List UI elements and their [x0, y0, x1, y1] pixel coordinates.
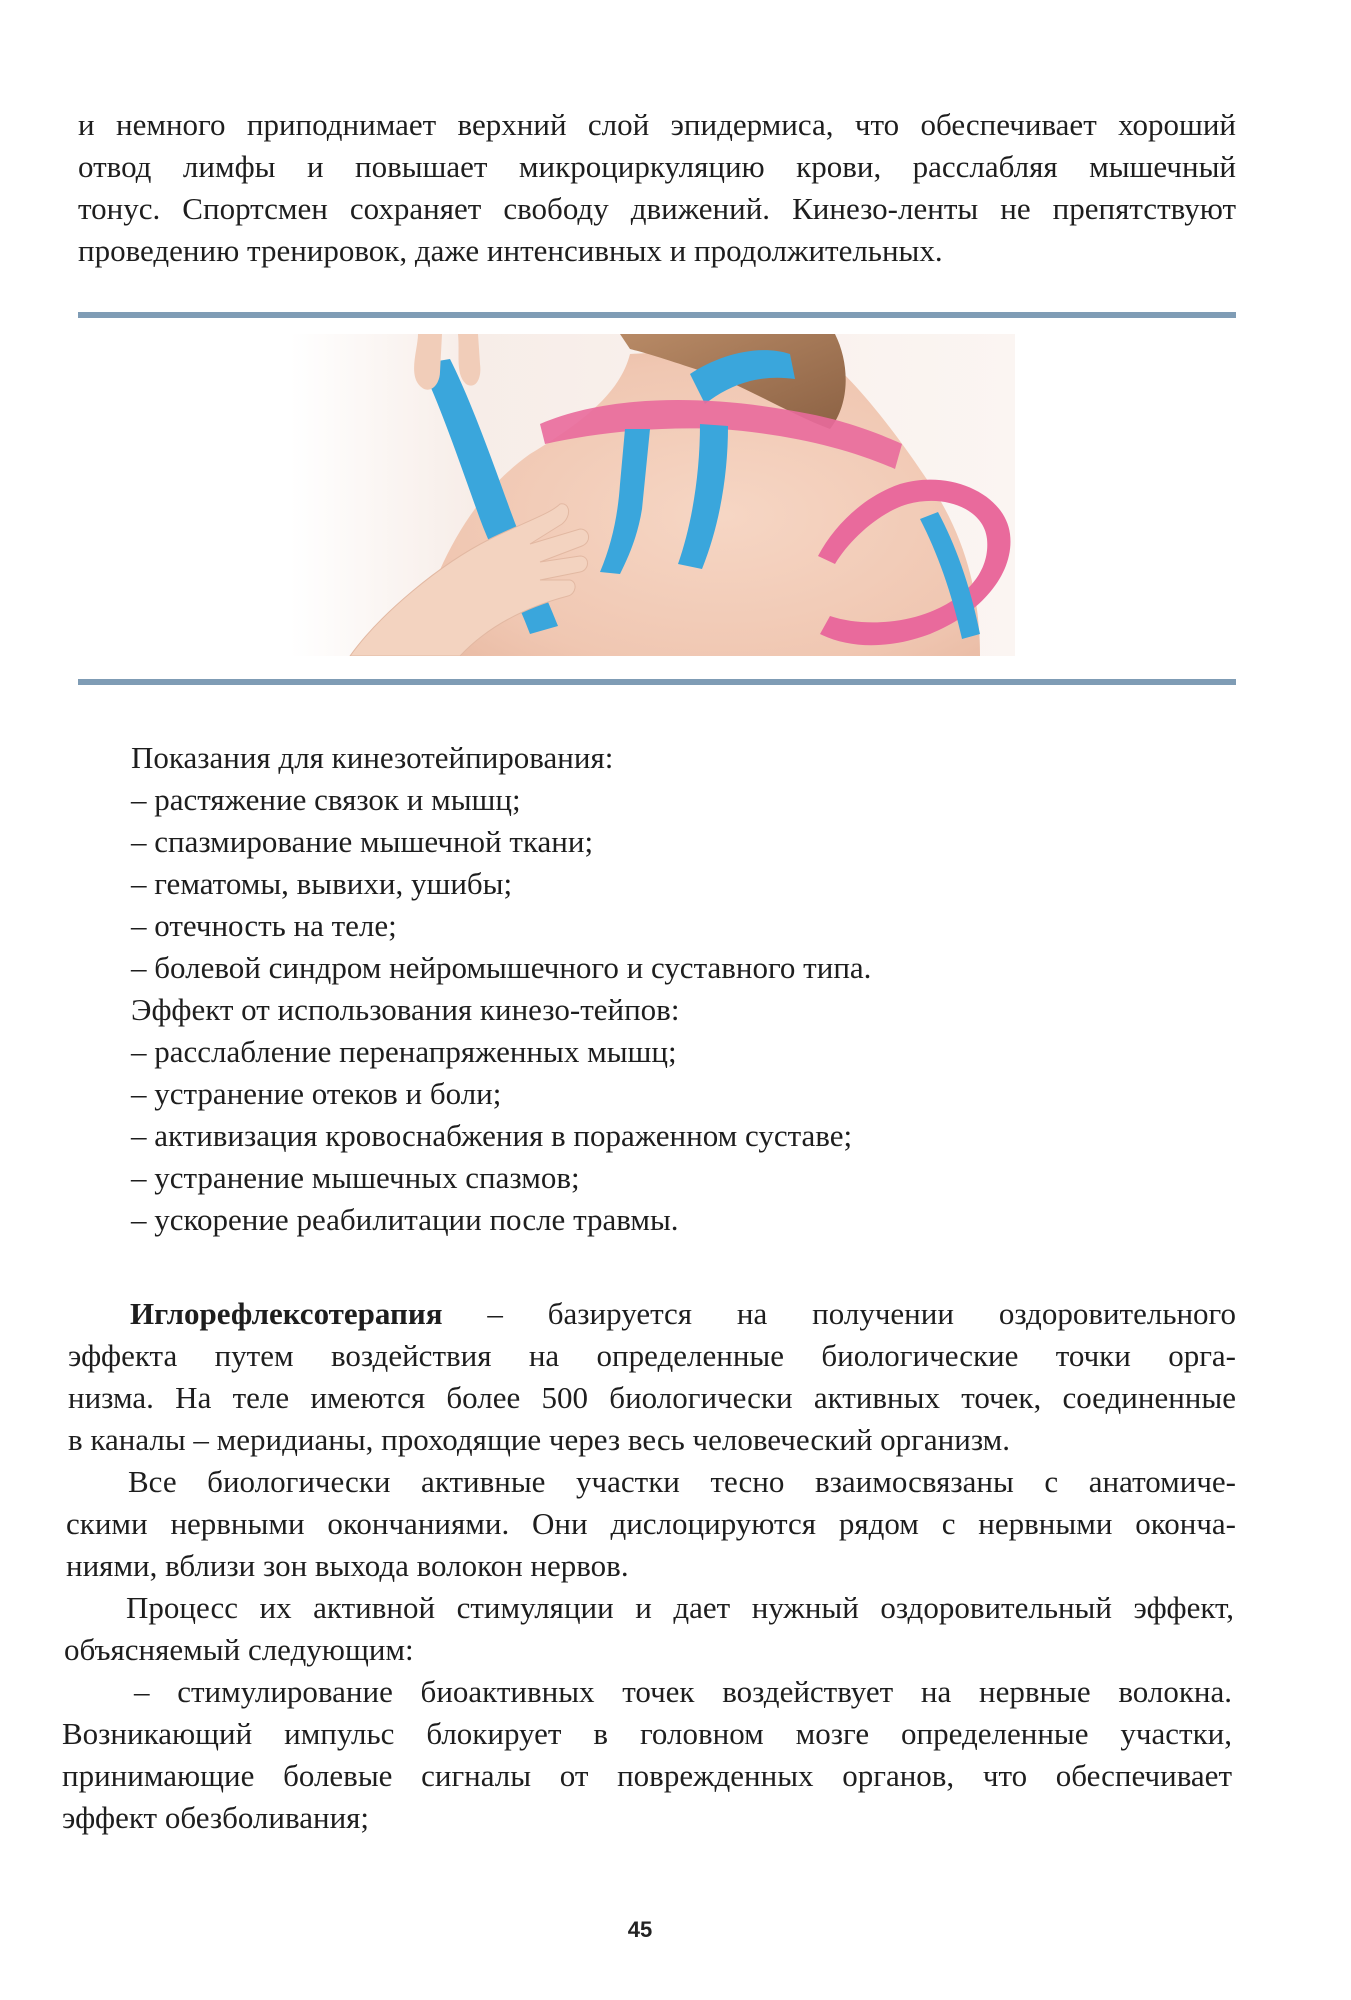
- kinesio-tape-photo: [290, 334, 1015, 656]
- acupuncture-paragraph-4: [62, 1671, 1232, 1839]
- text-line: проведению тренировок, даже интенсивных и продолжительных.: [78, 233, 943, 268]
- list-item: – спазмирование мышечной ткани;: [131, 824, 594, 859]
- indications-heading: Показания для кинезотейпирования:: [131, 740, 614, 775]
- list-item: – устранение отеков и боли;: [131, 1076, 502, 1111]
- list-item: – расслабление перенапряженных мышц;: [131, 1034, 677, 1069]
- text-line: в каналы – меридианы, проходящие через весь человеческий организм.: [68, 1422, 1010, 1457]
- text-line: объясняемый следующим:: [64, 1632, 414, 1667]
- text-line: скими нервными окончаниями. Они дислоцируются рядом с нервными оконча-: [66, 1506, 1236, 1541]
- list-item: – активизация кровоснабжения в пораженном суставе;: [131, 1118, 853, 1153]
- list-item: – гематомы, вывихи, ушибы;: [131, 866, 513, 901]
- acupuncture-paragraph-2: [66, 1461, 1236, 1587]
- acupuncture-paragraph-1: [68, 1293, 1236, 1461]
- acupuncture-paragraph-3: [64, 1587, 1234, 1671]
- acupuncture-term: Иглорефлексотерапия: [130, 1296, 443, 1331]
- text-line: – стимулирование биоактивных точек воздействует на нервные волокна.: [134, 1674, 1232, 1709]
- text-line: эффекта путем воздействия на определенные биологические точки орга-: [68, 1338, 1236, 1373]
- indications-effects-list: [131, 737, 871, 1241]
- text-line: Возникающий импульс блокирует в головном мозге определенные участки,: [62, 1716, 1232, 1751]
- text-line: Иглорефлексотерапия – базируется на получении оздоровительного: [130, 1296, 1236, 1331]
- list-item: – устранение мышечных спазмов;: [131, 1160, 580, 1195]
- text-line: отвод лимфы и повышает микроциркуляцию крови, расслабляя мышечный: [78, 149, 1236, 184]
- list-item: – болевой синдром нейромышечного и суставного типа.: [131, 950, 872, 985]
- list-item: – растяжение связок и мышц;: [131, 782, 521, 817]
- text-line: эффект обезболивания;: [62, 1800, 370, 1835]
- text-line: ниями, вблизи зон выхода волокон нервов.: [66, 1548, 629, 1583]
- text-line: тонус. Спортсмен сохраняет свободу движений. Кинезо-ленты не препятствуют: [78, 191, 1236, 226]
- effects-heading: Эффект от использования кинезо-тейпов:: [131, 992, 680, 1027]
- divider-bottom: [78, 679, 1236, 685]
- text-line: Все биологически активные участки тесно взаимосвязаны с анатомиче-: [128, 1464, 1236, 1499]
- page-number: 45: [627, 1917, 653, 1942]
- text-line: принимающие болевые сигналы от поврежденных органов, что обеспечивает: [62, 1758, 1232, 1793]
- list-item: – ускорение реабилитации после травмы.: [131, 1202, 679, 1237]
- intro-paragraph: [78, 104, 1236, 272]
- text-line: и немного приподнимает верхний слой эпидермиса, что обеспечивает хороший: [78, 107, 1236, 142]
- list-item: – отечность на теле;: [131, 908, 397, 943]
- text-line: низма. На теле имеются более 500 биологически активных точек, соединенные: [68, 1380, 1236, 1415]
- divider-top: [78, 312, 1236, 318]
- text-line: Процесс их активной стимуляции и дает нужный оздоровительный эффект,: [126, 1590, 1234, 1625]
